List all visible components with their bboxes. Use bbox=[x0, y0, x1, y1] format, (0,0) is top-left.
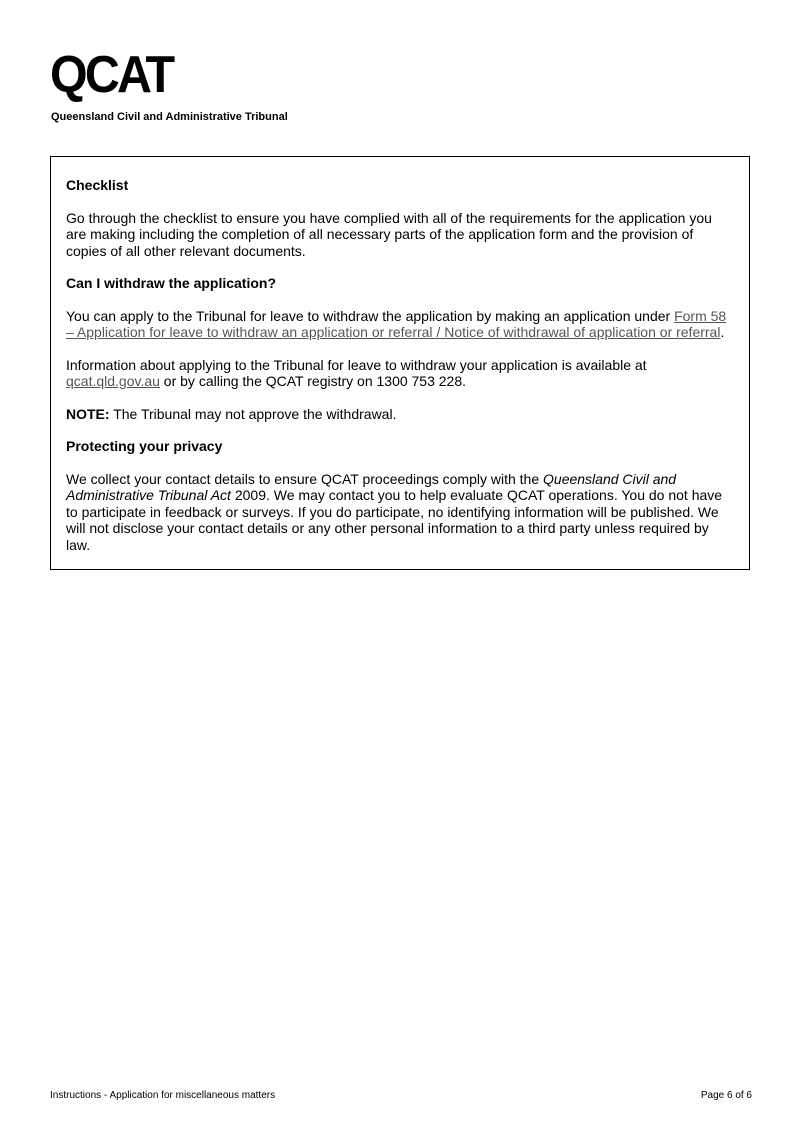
withdraw-heading: Can I withdraw the application? bbox=[66, 275, 277, 291]
qcat-website-link[interactable]: qcat.qld.gov.au bbox=[66, 373, 160, 389]
withdraw-info-text-end: or by calling the QCAT registry on 1300 753 228. bbox=[159, 373, 467, 389]
note-text: The Tribunal may not approve the withdrawal. bbox=[109, 405, 397, 422]
footer-page-number: Page 6 of 6 bbox=[700, 1090, 752, 1101]
privacy-text-end: 2009. We may contact you to help evaluate QCAT operations. You do not have to participate in feedback or surveys. If you do participate, no identifying information will be published. We will not disclose your contact details or any other personal information to a third party unless required by law. bbox=[66, 487, 723, 553]
checklist-heading: Checklist bbox=[66, 177, 129, 193]
form-58-link[interactable]: Form 58 – Application for leave to withdraw an application or referral / Notice of withdrawal of application or referral bbox=[66, 307, 727, 340]
note-label: NOTE: bbox=[66, 405, 110, 422]
instructions-box bbox=[50, 156, 750, 570]
privacy-text: We collect your contact details to ensure QCAT proceedings comply with the bbox=[66, 470, 544, 487]
footer-document-title: Instructions - Application for miscellaneous matters bbox=[50, 1090, 276, 1101]
checklist-body: Go through the checklist to ensure you have complied with all of the requirements for the application you are making including the completion of all necessary parts of the application form and the provision of copies of all other relevant documents. bbox=[66, 209, 712, 259]
qcat-logo: QCAT bbox=[50, 46, 173, 104]
organisation-name: Queensland Civil and Administrative Tribunal bbox=[51, 111, 288, 123]
withdraw-text: You can apply to the Tribunal for leave to withdraw the application by making an application under bbox=[66, 307, 675, 324]
withdraw-text-end: . bbox=[720, 324, 725, 340]
privacy-paragraph bbox=[66, 471, 735, 554]
withdraw-paragraph bbox=[66, 308, 735, 341]
withdraw-info-paragraph bbox=[66, 357, 735, 390]
note-paragraph bbox=[66, 406, 735, 423]
withdraw-info-text: Information about applying to the Tribunal for leave to withdraw your application is available at bbox=[66, 356, 647, 373]
act-name: Queensland Civil and Administrative Tribunal Act bbox=[66, 470, 677, 503]
privacy-heading: Protecting your privacy bbox=[66, 438, 223, 454]
